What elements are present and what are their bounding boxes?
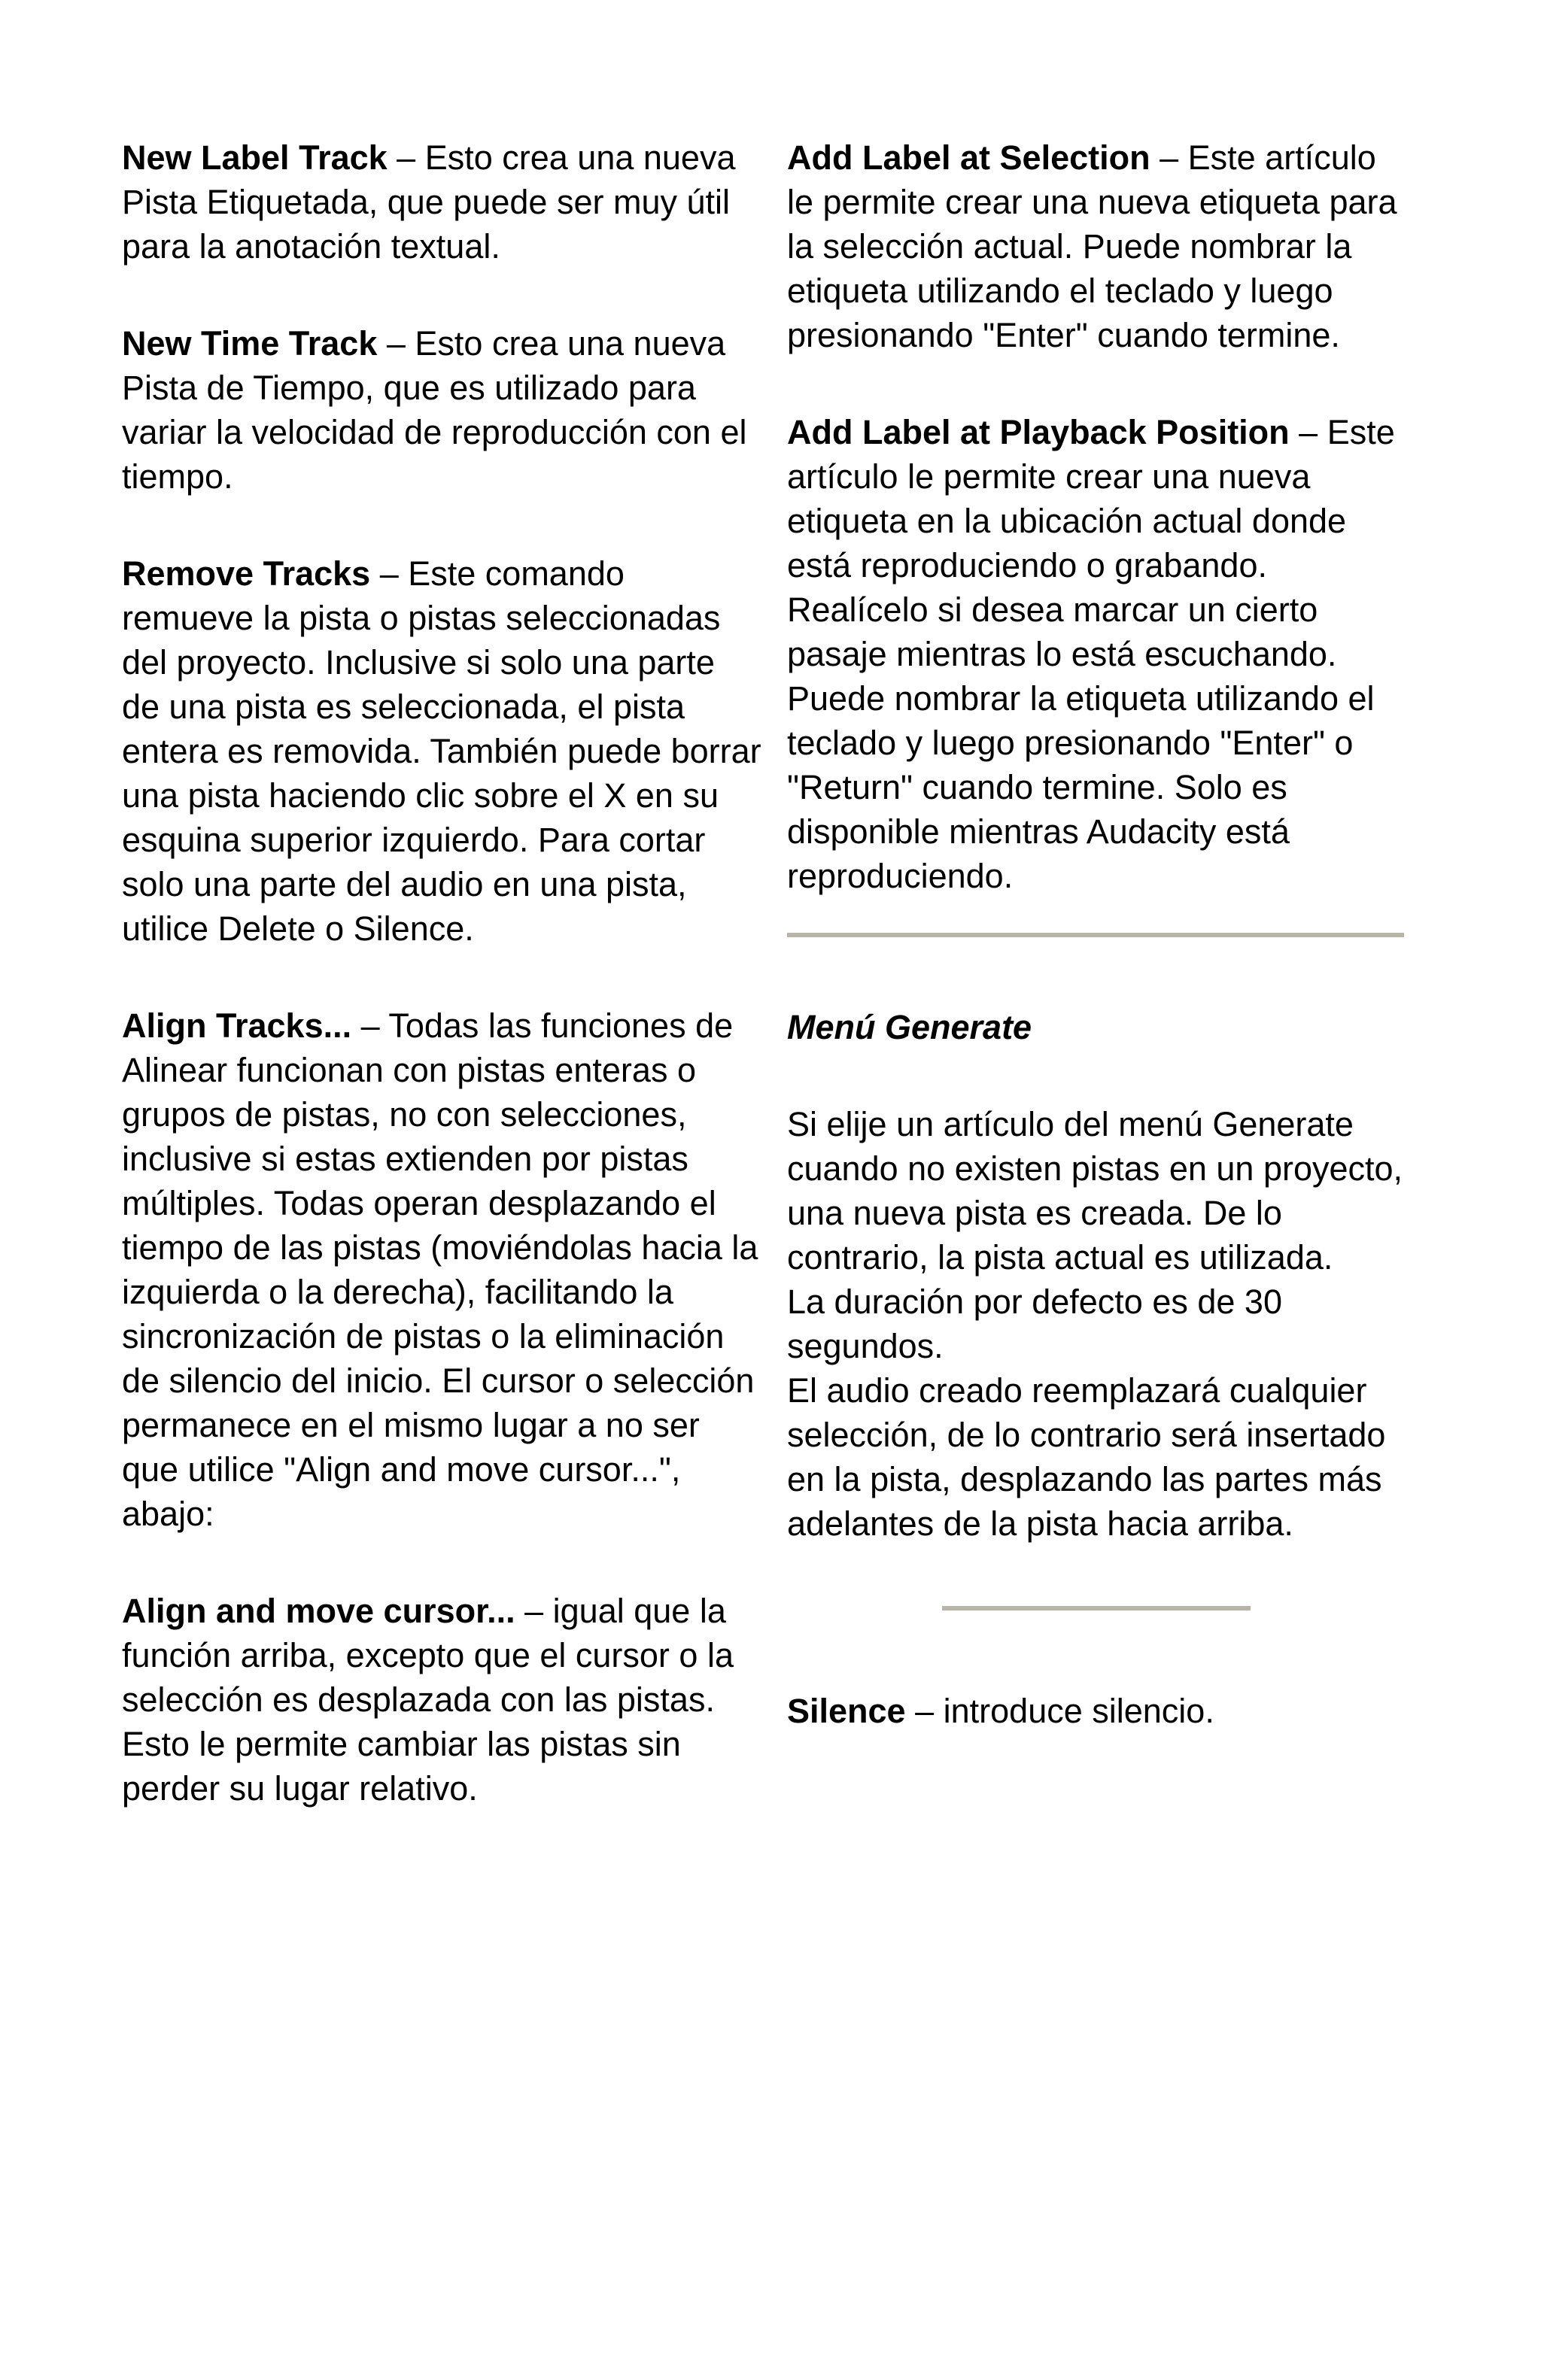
entry-term: Remove Tracks (122, 554, 371, 593)
entry-remove-tracks (122, 551, 761, 951)
entry-description: – Esto crea una nueva Pista Etiquetada, que puede ser muy útil para la anotación textual. (122, 138, 736, 266)
entry-add-label-at-playback-position (787, 410, 1404, 898)
entry-text (787, 135, 1404, 357)
entry-term: Add Label at Playback Position (787, 413, 1290, 451)
entry-term: Add Label at Selection (787, 138, 1150, 177)
entry-term: New Label Track (122, 138, 388, 177)
right-column (787, 135, 1404, 1733)
entry-description: – igual que la función arriba, excepto que el cursor o la selección es desplazada con las pistas. Esto le permite cambiar las pistas sin perder su lugar relativo. (122, 1592, 734, 1808)
entry-term: Silence (787, 1692, 906, 1730)
entry-description: – Este artículo le permite crear una nueva etiqueta en la ubicación actual donde está reproduciendo o grabando. Realícelo si desea marcar un cierto pasaje mientras lo está escuchando. Puede nombrar la etiqueta utilizando el teclado y luego presionando "Enter" o "Return" cuando termine. Solo es disponible mientras Audacity está reproduciendo. (787, 413, 1395, 895)
entry-text (122, 321, 761, 499)
entry-new-label-track (122, 135, 761, 269)
generate-intro (787, 1102, 1404, 1546)
entry-description: – Este comando remueve la pista o pistas seleccionadas del proyecto. Inclusive si solo una parte de una pista es seleccionada, el pista entera es removida. También puede borrar una pista haciendo clic sobre el X en su esquina superior izquierdo. Para cortar solo una parte del audio en una pista, utilice Delete o Silence. (122, 554, 761, 948)
entry-text (122, 1589, 761, 1811)
short-divider (942, 1606, 1251, 1610)
generate-paragraph: El audio creado reemplazará cualquier selección, de lo contrario será insertado en la pista, desplazando las partes más adelantes de la pista hacia arriba. (787, 1371, 1386, 1543)
entry-term: Align Tracks... (122, 1006, 352, 1045)
entry-description: – Todas las funciones de Alinear funcionan con pistas enteras o grupos de pistas, no con selecciones, inclusive si estas extienden por pistas múltiples. Todas operan desplazando el tiempo de las pistas (moviéndolas hacia la izquierda o la derecha), facilitando la sincronización de pistas o la eliminación de silencio del inicio. El cursor o selección permanece en el mismo lugar a no ser que utilice "Align and move cursor...", abajo: (122, 1006, 758, 1533)
entry-text (122, 135, 761, 269)
section-divider (787, 933, 1404, 937)
entry-add-label-at-selection (787, 135, 1404, 357)
entry-description: – Este artículo le permite crear una nueva etiqueta para la selección actual. Puede nombrar la etiqueta utilizando el teclado y luego presionando "Enter" cuando termine. (787, 138, 1397, 354)
entry-align-tracks (122, 1003, 761, 1536)
entry-text (122, 1003, 761, 1536)
entry-align-and-move-cursor (122, 1589, 761, 1811)
entry-silence (787, 1689, 1404, 1733)
entry-description: – Esto crea una nueva Pista de Tiempo, que es utilizado para variar la velocidad de reproducción con el tiempo. (122, 324, 747, 496)
entry-new-time-track (122, 321, 761, 499)
generate-paragraph: La duración por defecto es de 30 segundos. (787, 1283, 1282, 1365)
entry-text (787, 410, 1404, 898)
entry-description: – introduce silencio. (905, 1692, 1214, 1730)
left-column (122, 135, 761, 1863)
generate-paragraph: Si elije un artículo del menú Generate cuando no existen pistas en un proyecto, una nueva pista es creada. De lo contrario, la pista actual es utilizada. (787, 1105, 1403, 1277)
entry-text (122, 551, 761, 951)
entry-term: New Time Track (122, 324, 378, 363)
entry-term: Align and move cursor... (122, 1592, 515, 1630)
entry-text (787, 1689, 1404, 1733)
section-title: Menú Generate (787, 1008, 1032, 1046)
